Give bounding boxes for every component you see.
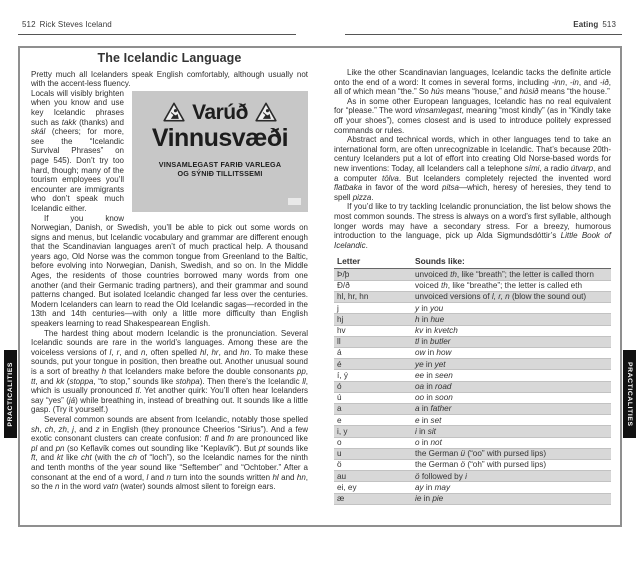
section-tab-practicalities-left bbox=[4, 350, 17, 438]
letter-cell: e bbox=[334, 415, 412, 426]
letter-cell: hv bbox=[334, 325, 412, 336]
table-header-row bbox=[334, 256, 611, 269]
column-header-letter: Letter bbox=[334, 256, 412, 269]
letter-cell: hj bbox=[334, 314, 412, 325]
roadwork-warning-icon bbox=[255, 102, 277, 125]
letter-cell: á bbox=[334, 347, 412, 358]
table-row bbox=[334, 403, 611, 414]
letter-cell: Þ/þ bbox=[334, 269, 412, 280]
right-column bbox=[334, 68, 611, 505]
sign-subtext bbox=[132, 160, 308, 178]
sounds-like-cell: y in you bbox=[412, 303, 611, 314]
letter-cell: j bbox=[334, 303, 412, 314]
table-row bbox=[334, 392, 611, 403]
sounds-like-cell: ie in pie bbox=[412, 493, 611, 504]
sounds-like-cell: unvoiced versions of l, r, n (blow the sound out) bbox=[412, 291, 611, 302]
sounds-like-cell: the German ö (“oh” with pursed lips) bbox=[412, 459, 611, 470]
running-title-right: Eating bbox=[573, 20, 599, 29]
sounds-like-cell: unvoiced th, like “breath”; the letter is called thorn bbox=[412, 269, 611, 280]
article-box bbox=[18, 46, 622, 527]
article-title: The Icelandic Language bbox=[97, 51, 242, 65]
pronunciation-table-body bbox=[334, 269, 611, 504]
running-head-left bbox=[18, 20, 112, 29]
letter-cell: hl, hr, hn bbox=[334, 291, 412, 302]
running-title-left: Rick Steves Iceland bbox=[39, 20, 112, 29]
table-row bbox=[334, 381, 611, 392]
sign-main-text: Vinnusvæði bbox=[151, 124, 289, 153]
sounds-like-cell: ö followed by i bbox=[412, 471, 611, 482]
running-head-right bbox=[573, 20, 620, 29]
letter-cell: ö bbox=[334, 459, 412, 470]
sounds-like-cell: tl in butler bbox=[412, 336, 611, 347]
table-row bbox=[334, 459, 611, 470]
paragraph: Pretty much all Icelanders speak English comfortably, although usually not with the accent-less fluency. bbox=[31, 69, 308, 89]
sounds-like-cell: ee in seen bbox=[412, 370, 611, 381]
table-row bbox=[334, 347, 611, 358]
table-row bbox=[334, 493, 611, 504]
table-row bbox=[334, 314, 611, 325]
sign-subtext-line2: OG SÝNIÐ TILLITSSEMI bbox=[177, 169, 263, 179]
table-row bbox=[334, 303, 611, 314]
header-rule-left bbox=[18, 34, 296, 35]
paragraph: As in some other European languages, Icelandic has no real equivalent for “please.” The word vinsamlegast, meaning “most kindly” (as in “Kindly take off your shoes”), comes closest and is used to introduce politely expressed commands or rules. bbox=[334, 96, 611, 135]
sounds-like-cell: the German ü (“oo” with pursed lips) bbox=[412, 448, 611, 459]
letter-cell: o bbox=[334, 437, 412, 448]
letter-cell: i, y bbox=[334, 426, 412, 437]
sounds-like-cell: a in father bbox=[412, 403, 611, 414]
paragraph: Several common sounds are absent from Icelandic, notably those spelled sh, ch, zh, j, and z in English (they pronounce Cheerios “Sirius”). And a few exotic consonant clusters can create confusion: fl and fn are pronounced like pl and pn (so Keflavík comes out sounding like “Keplavík”). But pt sounds like ft, and kt like cht (with the ch of “loch”), so the Icelandic names for the ninth and tenth months of the year sound like “Seftember” and “Ochtober.” After a consonant at the end of a word, l and n turn into the sounds written hl and hn, so the n in the word vatn (water) sounds almost silent to foreign ears. bbox=[31, 414, 309, 492]
letter-cell: é bbox=[334, 359, 412, 370]
column-header-sounds-like: Sounds like: bbox=[412, 256, 611, 269]
table-row bbox=[334, 291, 611, 302]
letter-cell: Ð/ð bbox=[334, 280, 412, 291]
letter-cell: u bbox=[334, 448, 412, 459]
paragraph: Abstract and technical words, which in other languages tend to take an international form, are often unrecognizable in Icelandic. That’s because 20th-century Icelanders put a lot of effort into creating Old Norse-based words for new inventions: Today, all Icelanders call a telephone sími, a radio útvarp, and a computer tölva. But Icelanders completely rejected the invented word flatbaka in favor of the word pitsa—which, heresy of heresies, they tend to spell pizza. bbox=[334, 135, 611, 202]
letter-cell: æ bbox=[334, 493, 412, 504]
page-number-left: 512 bbox=[22, 20, 36, 29]
sounds-like-cell: ay in may bbox=[412, 482, 611, 493]
paragraph: Locals will visibly brighten when you know and use key Icelandic phrases such as takk (thanks) and skál (cheers; for more, see the “Icelandic Survival Phrases” on page 545). Don’t try too hard, though; many of the tourism employees you’ll encounter are immigrants who don’t speak much Icelandic either. bbox=[31, 88, 124, 213]
sounds-like-cell: voiced th, like “breathe”; the letter is called eth bbox=[412, 280, 611, 291]
roadwork-warning-icon bbox=[163, 102, 185, 125]
section-tab-label: PRACTICALITIES bbox=[626, 361, 633, 427]
table-row bbox=[334, 437, 611, 448]
table-row bbox=[334, 359, 611, 370]
table-row bbox=[334, 426, 611, 437]
sign-heading-row bbox=[132, 102, 308, 125]
table-row bbox=[334, 482, 611, 493]
sounds-like-cell: oa in road bbox=[412, 381, 611, 392]
table-row bbox=[334, 269, 611, 280]
table-row bbox=[334, 448, 611, 459]
section-tab-label: PRACTICALITIES bbox=[7, 361, 14, 427]
sounds-like-cell: o in not bbox=[412, 437, 611, 448]
paragraph: Like the other Scandinavian languages, Icelandic tacks the definite article onto the end of a word: It comes in several forms, including -inn, -in, and -ið, all of which mean “the.” So hús means “house,” and húsið means “the house.” bbox=[334, 68, 612, 97]
page-number-right: 513 bbox=[602, 20, 616, 29]
sounds-like-cell: e in set bbox=[412, 415, 611, 426]
letter-cell: a bbox=[334, 403, 412, 414]
table-row bbox=[334, 325, 611, 336]
header-rule-right bbox=[345, 34, 622, 35]
table-row bbox=[334, 336, 611, 347]
table-row bbox=[334, 280, 611, 291]
sounds-like-cell: oo in soon bbox=[412, 392, 611, 403]
pronunciation-table bbox=[334, 256, 611, 504]
sounds-like-cell: kv in kvetch bbox=[412, 325, 611, 336]
section-tab-practicalities-right bbox=[623, 350, 636, 438]
sign-subtext-line1: VINSAMLEGAST FARIÐ VARLEGA bbox=[158, 160, 282, 170]
letter-cell: ll bbox=[334, 336, 412, 347]
table-row bbox=[334, 415, 611, 426]
paragraph: If you’d like to try tackling Icelandic pronunciation, the list below shows the most common sounds. The stress is always on a word’s first syllable, although longer words may have a secondary stress. For a breezy, humorous introduction to the language, pick up Alda Sigmundsdóttir’s Little Book of Icelandic. bbox=[334, 202, 612, 250]
roadwork-sign-photo bbox=[132, 91, 308, 212]
paragraph: The hardest thing about modern Icelandic is the pronunciation. Several Icelandic sounds are rare in the world’s languages. Among these are the voiceless versions of l, r, and n, often spelled hl, hr, and hn. To make these sounds, put your tongue in position, then breathe out. Another unusual sound is a sort of breathy h that Icelanders make before the double consonants pp, tt, and kk (stoppa, “to stop,” sounds like stohpa). Then there’s the Icelandic ll, which is usually pronounced tl. Yet another quirk: You’ll often hear Icelanders say “yes” (já) while breathing in, instead of breathing out. It sounds like a little gasp. (Try it yourself.) bbox=[31, 328, 309, 415]
table-row bbox=[334, 471, 611, 482]
paragraph: If you know Norwegian, Danish, or Swedish, you’ll be able to pick out some words on signs and menus, but Icelandic vocabulary and grammar are different enough that the Scandinavian languages aren’t of much practical help. A thousand years ago, Old Norse was the common tongue from Greenland to the Baltic, before evolving into Norwegian, Danish, Swedish, and so on. In the Middle Ages, the residents of those countries borrowed many words from one another (and their Germanic trading partners), and their grammar and sound patterns changed. But isolated Icelandic changed far less over the centuries. Modern Icelanders can learn to read the Old Icelandic sagas—recorded in the 13th and 14th centuries—with only a little more difficulty than English speakers learning to read Shakespearean English. bbox=[31, 213, 308, 329]
sounds-like-cell: h in hue bbox=[412, 314, 611, 325]
sign-sticker bbox=[288, 198, 301, 205]
sounds-like-cell: ye in yet bbox=[412, 359, 611, 370]
table-row bbox=[334, 370, 611, 381]
letter-cell: í, ý bbox=[334, 370, 412, 381]
letter-cell: ó bbox=[334, 381, 412, 392]
sign-heading: Varúð bbox=[192, 101, 248, 125]
left-column bbox=[31, 52, 308, 492]
letter-cell: ú bbox=[334, 392, 412, 403]
letter-cell: ei, ey bbox=[334, 482, 412, 493]
letter-cell: au bbox=[334, 471, 412, 482]
sounds-like-cell: i in sit bbox=[412, 426, 611, 437]
sounds-like-cell: ow in how bbox=[412, 347, 611, 358]
